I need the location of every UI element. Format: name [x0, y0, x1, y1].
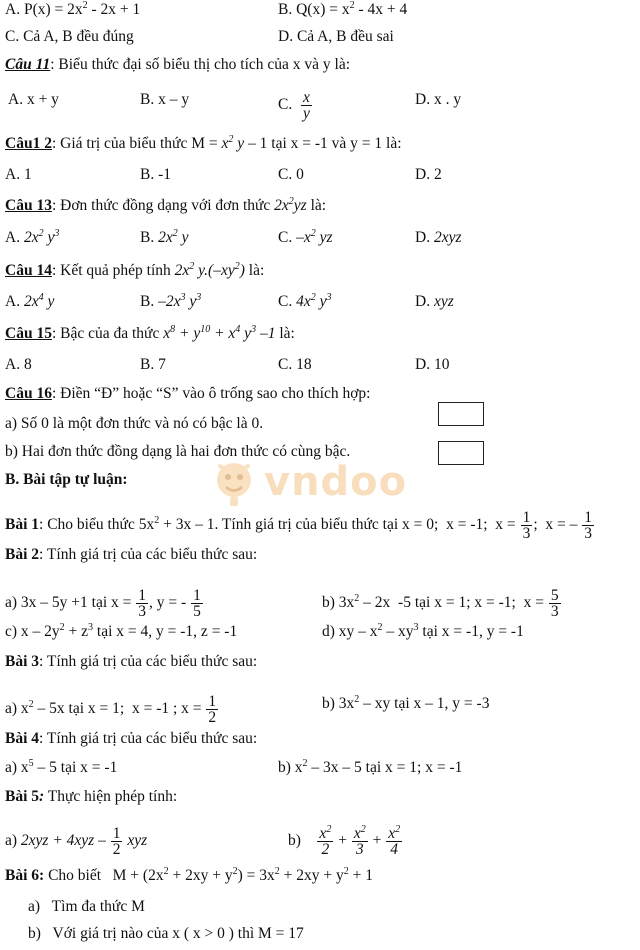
line-15 — [0, 470, 640, 496]
q10-option-d: D. Cả A, B đều sai — [278, 28, 394, 45]
q11-option-a: A. x + y — [8, 91, 59, 108]
line-14 — [0, 442, 640, 468]
q14-option-b: B. $-2x^3$ $y^3$ — [140, 291, 202, 310]
line-13 — [0, 414, 640, 440]
bai1-text: Bài 1: Cho biểu thức $5x^2 + 3x - 1$. Tính giá trị của biểu thức tại x = 0; x = -1; x = $\frac{1}{3}$ ; x = – $\frac{1}{3}$ — [5, 509, 592, 542]
q10-option-c: C. Cả A, B đều đúng — [5, 28, 134, 45]
line-22 — [0, 729, 640, 755]
line-3 — [0, 89, 640, 122]
q16-answer-box-a[interactable] — [438, 402, 484, 426]
bai3-part-b: b) $3x^2$ – xy tại x – 1, y = -3 — [322, 693, 490, 712]
q15-option-d: D. 10 — [415, 356, 450, 373]
q13-option-a: A. $2x^2$ $y^3$ — [5, 227, 60, 246]
section-b-heading: B. Bài tập tự luận: — [5, 471, 128, 488]
q14-option-c: C. $4x^2$ $y^3$ — [278, 291, 332, 310]
line-24 — [0, 787, 640, 813]
q10-option-b: B. $Q(x) = x^2 - 4x + 4$ — [278, 0, 408, 18]
bai2-part-c: c) $x - 2y^2 + z^3$ tại x = 4, y = -1, z = -1 — [5, 621, 238, 640]
bai2-text: Bài 2: Tính giá trị của các biểu thức sau: — [5, 546, 258, 563]
bai2-part-b: b) $3x^2 - 2x$ -5 tại x = 1; x = -1; x = $\frac{5}{3}$ — [322, 587, 559, 620]
line-11 — [0, 355, 640, 381]
line-8 — [0, 261, 640, 287]
q14-option-d: D. xyz — [415, 293, 454, 310]
q11-option-c: C. $\frac{x}{y}$ — [278, 89, 310, 122]
q13-option-b: B. $2x^2$ y — [140, 227, 189, 246]
bai5-part-b: b) $\frac{x^2}{2}$ + $\frac{x^2}{3}$ + $\frac{x^2}{4}$ — [288, 823, 401, 858]
q14-option-a: A. $2x^4$ y — [5, 291, 55, 310]
line-18 — [0, 587, 640, 620]
bai3-part-a: a) $x^2 - 5x$ tại x = 1; x = -1 ; x = $\frac{1}{2}$ — [5, 693, 217, 726]
q12-text: Câu1 2: Giá trị của biểu thức $M = x^2$ y – 1 tại x = -1 và y = 1 là: — [5, 133, 402, 152]
bai6-part-a: a) Tìm đa thức M — [28, 898, 145, 915]
line-6 — [0, 196, 640, 222]
line-17 — [0, 545, 640, 571]
q12-option-c: C. 0 — [278, 166, 304, 183]
bai3-text: Bài 3: Tính giá trị của các biểu thức sau: — [5, 653, 258, 670]
q16-statement-a: a) Số 0 là một đơn thức và nó có bậc là 0. — [5, 415, 264, 432]
line-1 — [0, 27, 640, 53]
q10-option-a: A. $P(x) = 2x^2 - 2x + 1$ — [5, 0, 141, 18]
q12-option-a: A. 1 — [5, 166, 32, 183]
line-27 — [0, 897, 640, 923]
line-0 — [0, 0, 640, 26]
bai5-part-a: a) 2xyz + 4xyz – $\frac{1}{2}$ xyz — [5, 825, 148, 858]
q16-statement-b: b) Hai đơn thức đồng dạng là hai đơn thức có cùng bậc. — [5, 443, 351, 460]
line-19 — [0, 622, 640, 648]
line-7 — [0, 228, 640, 254]
q12-option-b: B. -1 — [140, 166, 171, 183]
line-2 — [0, 55, 640, 81]
line-26 — [0, 866, 640, 892]
q13-option-d: D. 2xyz — [415, 229, 462, 246]
q13-text: Câu 13: Đơn thức đồng dạng với đơn thức $2x^2yz$ là: — [5, 195, 327, 214]
line-21 — [0, 693, 640, 726]
q14-text: Câu 14: Kết quả phép tính $2x^2$ $y.(-xy^2)$ là: — [5, 260, 265, 279]
q11-text: Câu 11: Biểu thức đại số biểu thị cho tích của x và y là: — [5, 56, 351, 73]
bai2-part-d: d) xy – $x^2 - xy^3$ tại x = -1, y = -1 — [322, 621, 524, 640]
watermark-text: vndoo — [264, 459, 408, 505]
line-25 — [0, 823, 640, 858]
line-16 — [0, 509, 640, 542]
line-23 — [0, 758, 640, 784]
line-9 — [0, 292, 640, 318]
q15-option-a: A. 8 — [5, 356, 32, 373]
bai2-part-a: a) 3x – 5y +1 tại x = $\frac{1}{3}$ , y = - $\frac{1}{5}$ — [5, 587, 201, 620]
q16-text: Câu 16: Điền “Đ” hoặc “S” vào ô trống sao cho thích hợp: — [5, 385, 371, 402]
q16-answer-box-b[interactable] — [438, 441, 484, 465]
line-10 — [0, 324, 640, 350]
q15-option-c: C. 18 — [278, 356, 312, 373]
q12-option-d: D. 2 — [415, 166, 442, 183]
bai6-text: Bài 6: Cho biết $M + (2x^2 + 2xy + y^2) = 3x^2 + 2xy + y^2 + 1$ — [5, 865, 373, 884]
line-5 — [0, 165, 640, 191]
q13-option-c: C. $-x^2$ yz — [278, 227, 333, 246]
line-20 — [0, 652, 640, 678]
q11-option-d: D. x . y — [415, 91, 462, 108]
q11-option-b: B. x – y — [140, 91, 190, 108]
bai4-part-a: a) $x^5 - 5$ tại x = -1 — [5, 757, 118, 776]
line-28 — [0, 924, 640, 950]
bai5-text: Bài 5: Thực hiện phép tính: — [5, 788, 178, 805]
q15-text: Câu 15: Bậc của đa thức $x^8 + y^{10} + x^4$ $y^3$ –1 là: — [5, 323, 295, 342]
bai4-part-b: b) $x^2 - 3x - 5$ tại x = 1; x = -1 — [278, 757, 463, 776]
bai6-part-b: b) Với giá trị nào của x ( x > 0 ) thì M = 17 — [28, 925, 304, 942]
q15-option-b: B. 7 — [140, 356, 166, 373]
bai4-text: Bài 4: Tính giá trị của các biểu thức sau: — [5, 730, 258, 747]
line-4 — [0, 134, 640, 160]
line-12 — [0, 384, 640, 410]
